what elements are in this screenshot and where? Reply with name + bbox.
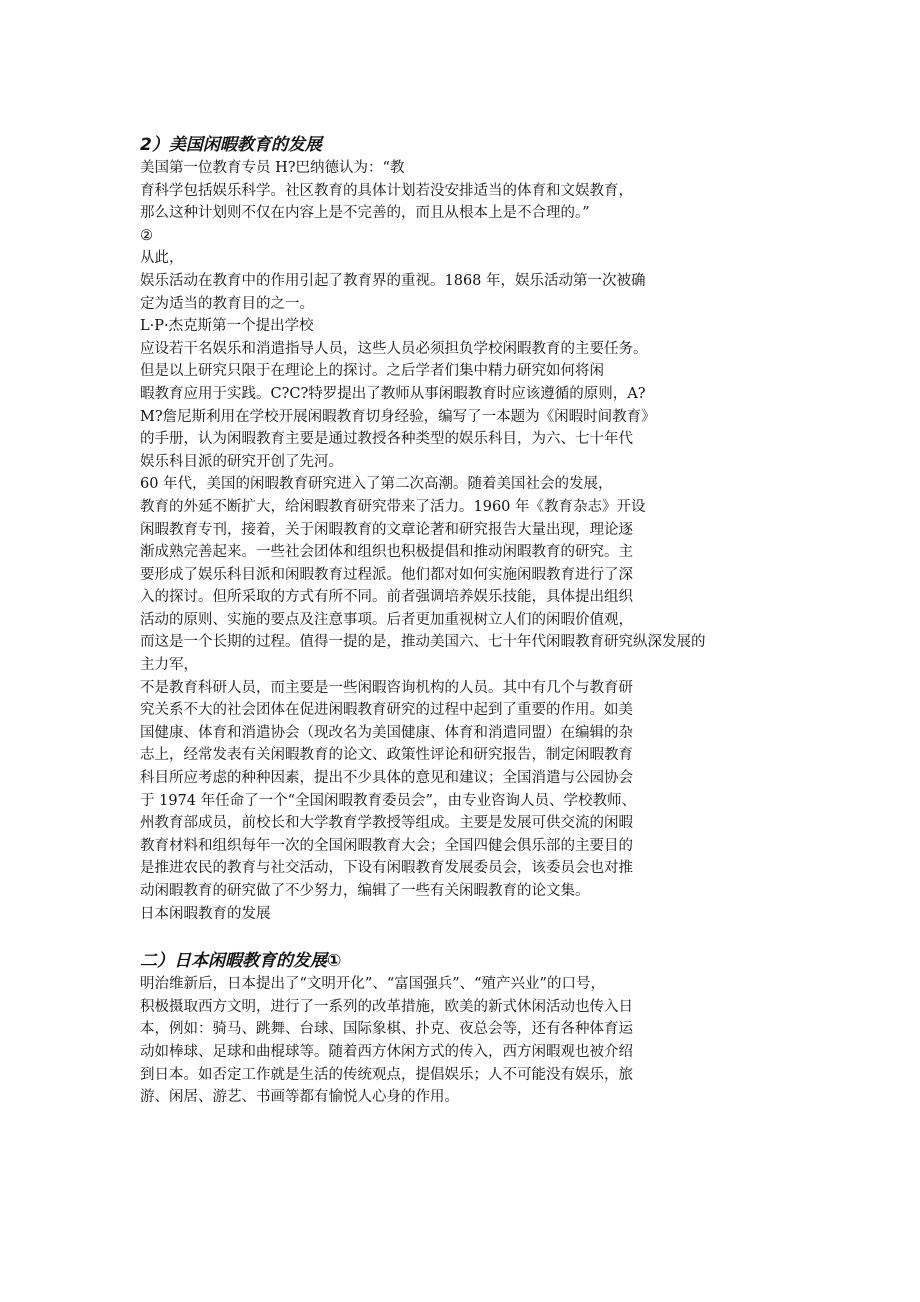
- paragraph-line: 州教育部成员，前校长和大学教育学教授等组成。主要是发展可供交流的闲暇: [140, 815, 633, 832]
- subheading-line: 日本闲暇教育的发展: [140, 905, 271, 922]
- paragraph-line: 从此，: [140, 250, 184, 267]
- paragraph-line: 应设若干名娱乐和消遣指导人员，这些人员必须担负学校闲暇教育的主要任务。: [140, 340, 648, 357]
- paragraph-line: 到日本。如否定工作就是生活的传统观点，提倡娱乐；人不可能没有娱乐，旅: [140, 1066, 633, 1083]
- paragraph-line: 不是教育科研人员，而主要是一些闲暇咨询机构的人员。其中有几个与教育研: [140, 679, 633, 696]
- section-spacer: [140, 925, 790, 949]
- document-page: [140, 133, 790, 1109]
- paragraph-line: 美国第一位教育专员 H?巴纳德认为：“教: [140, 160, 405, 176]
- paragraph-line: 教育的外延不断扩大，给闲暇教育研究带来了活力。1960 年《教育杂志》开设: [140, 498, 646, 515]
- paragraph-line: 动闲暇教育的研究做了不少努力，编辑了一些有关闲暇教育的论文集。: [140, 883, 590, 899]
- paragraph-line: 积极摄取西方文明，进行了一系列的改革措施，欧美的新式休闲活动也传入日: [140, 998, 633, 1015]
- paragraph-line: 那么这种计划则不仅在内容上是不完善的，而且从根本上是不合理的。”: [140, 205, 590, 222]
- paragraph-line: 60 年代，美国的闲暇教育研究进入了第二次高潮。随着美国社会的发展，: [140, 476, 613, 493]
- section-heading-japan: 二）日本闲暇教育的发展①: [140, 951, 342, 972]
- paragraph-line: 娱乐活动在教育中的作用引起了教育界的重视。1868 年，娱乐活动第一次被确: [140, 272, 646, 289]
- paragraph-line: 科目所应考虑的种种因素，提出不少具体的意见和建议；全国消遣与公园协会: [140, 770, 633, 787]
- paragraph-line: 教育材料和组织每年一次的全国闲暇教育大会；全国四健会俱乐部的主要目的: [140, 837, 633, 854]
- paragraph-line: 但是以上研究只限于在理论上的探讨。之后学者们集中精力研究如何将闲: [140, 363, 604, 380]
- paragraph-line: 入的探讨。但所采取的方式有所不同。前者强调培养娱乐技能，具体提出组织: [140, 589, 633, 606]
- section-body-us: [140, 157, 790, 925]
- paragraph-line: 动如棒球、足球和曲棍球等。随着西方休闲方式的传入，西方闲暇观也被介绍: [140, 1043, 633, 1060]
- paragraph-line: 于 1974 年任命了一个“全国闲暇教育委员会”，由专业咨询人员、学校教师、: [140, 792, 636, 809]
- paragraph-line: 主力军，: [140, 657, 198, 674]
- paragraph-line: 定为适当的教育目的之一。: [140, 295, 314, 312]
- paragraph-line: 本，例如：骑马、跳舞、台球、国际象棋、扑克、夜总会等，还有各种体育运: [140, 1021, 633, 1038]
- paragraph-line: 而这是一个长期的过程。值得一提的是，推动美国六、七十年代闲暇教育研究纵深发展的: [140, 634, 706, 651]
- paragraph-line: 娱乐科目派的研究开创了先河。: [140, 453, 343, 470]
- paragraph-line: 闲暇教育专刊，接着，关于闲暇教育的文章论著和研究报告大量出现，理论逐: [140, 521, 633, 538]
- paragraph-line: 究关系不大的社会团体在促进闲暇教育研究的过程中起到了重要的作用。如美: [140, 702, 633, 719]
- paragraph-line: 要形成了娱乐科目派和闲暇教育过程派。他们都对如何实施闲暇教育进行了深: [140, 566, 633, 583]
- paragraph-line: L·P·杰克斯第一个提出学校: [140, 318, 314, 335]
- paragraph-line: 渐成熟完善起来。一些社会团体和组织也积极提倡和推动闲暇教育的研究。主: [140, 544, 633, 561]
- section-body-japan: [140, 973, 790, 1109]
- footnote-marker: ②: [140, 227, 153, 244]
- paragraph-line: 游、闲居、游艺、书画等都有愉悦人心身的作用。: [140, 1089, 459, 1106]
- paragraph-line: 是推进农民的教育与社交活动，下设有闲暇教育发展委员会，该委员会也对推: [140, 860, 633, 877]
- paragraph-line: 国健康、体育和消遣协会（现改名为美国健康、体育和消遣同盟）在编辑的杂: [140, 724, 633, 741]
- paragraph-line: 活动的原则、实施的要点及注意事项。后者更加重视树立人们的闲暇价值观，: [140, 611, 633, 628]
- paragraph-line: M?詹尼斯利用在学校开展闲暇教育切身经验，编写了一本题为《闲暇时间教育》: [140, 408, 656, 425]
- paragraph-line: 志上，经常发表有关闲暇教育的论文、政策性评论和研究报告，制定闲暇教育: [140, 747, 633, 764]
- paragraph-line: 的手册，认为闲暇教育主要是通过教授各种类型的娱乐科目，为六、七十年代: [140, 431, 633, 448]
- paragraph-line: 育科学包括娱乐科学。社区教育的具体计划若没安排适当的体育和文娱教育，: [140, 182, 633, 199]
- paragraph-line: 暇教育应用于实践。C?C?特罗提出了教师从事闲暇教育时应该遵循的原则，A?: [140, 385, 646, 402]
- paragraph-line: 明治维新后，日本提出了“文明开化”、“富国强兵”、“殖产兴业”的口号，: [140, 976, 605, 993]
- section-heading-us: 2）美国闲暇教育的发展: [140, 135, 322, 155]
